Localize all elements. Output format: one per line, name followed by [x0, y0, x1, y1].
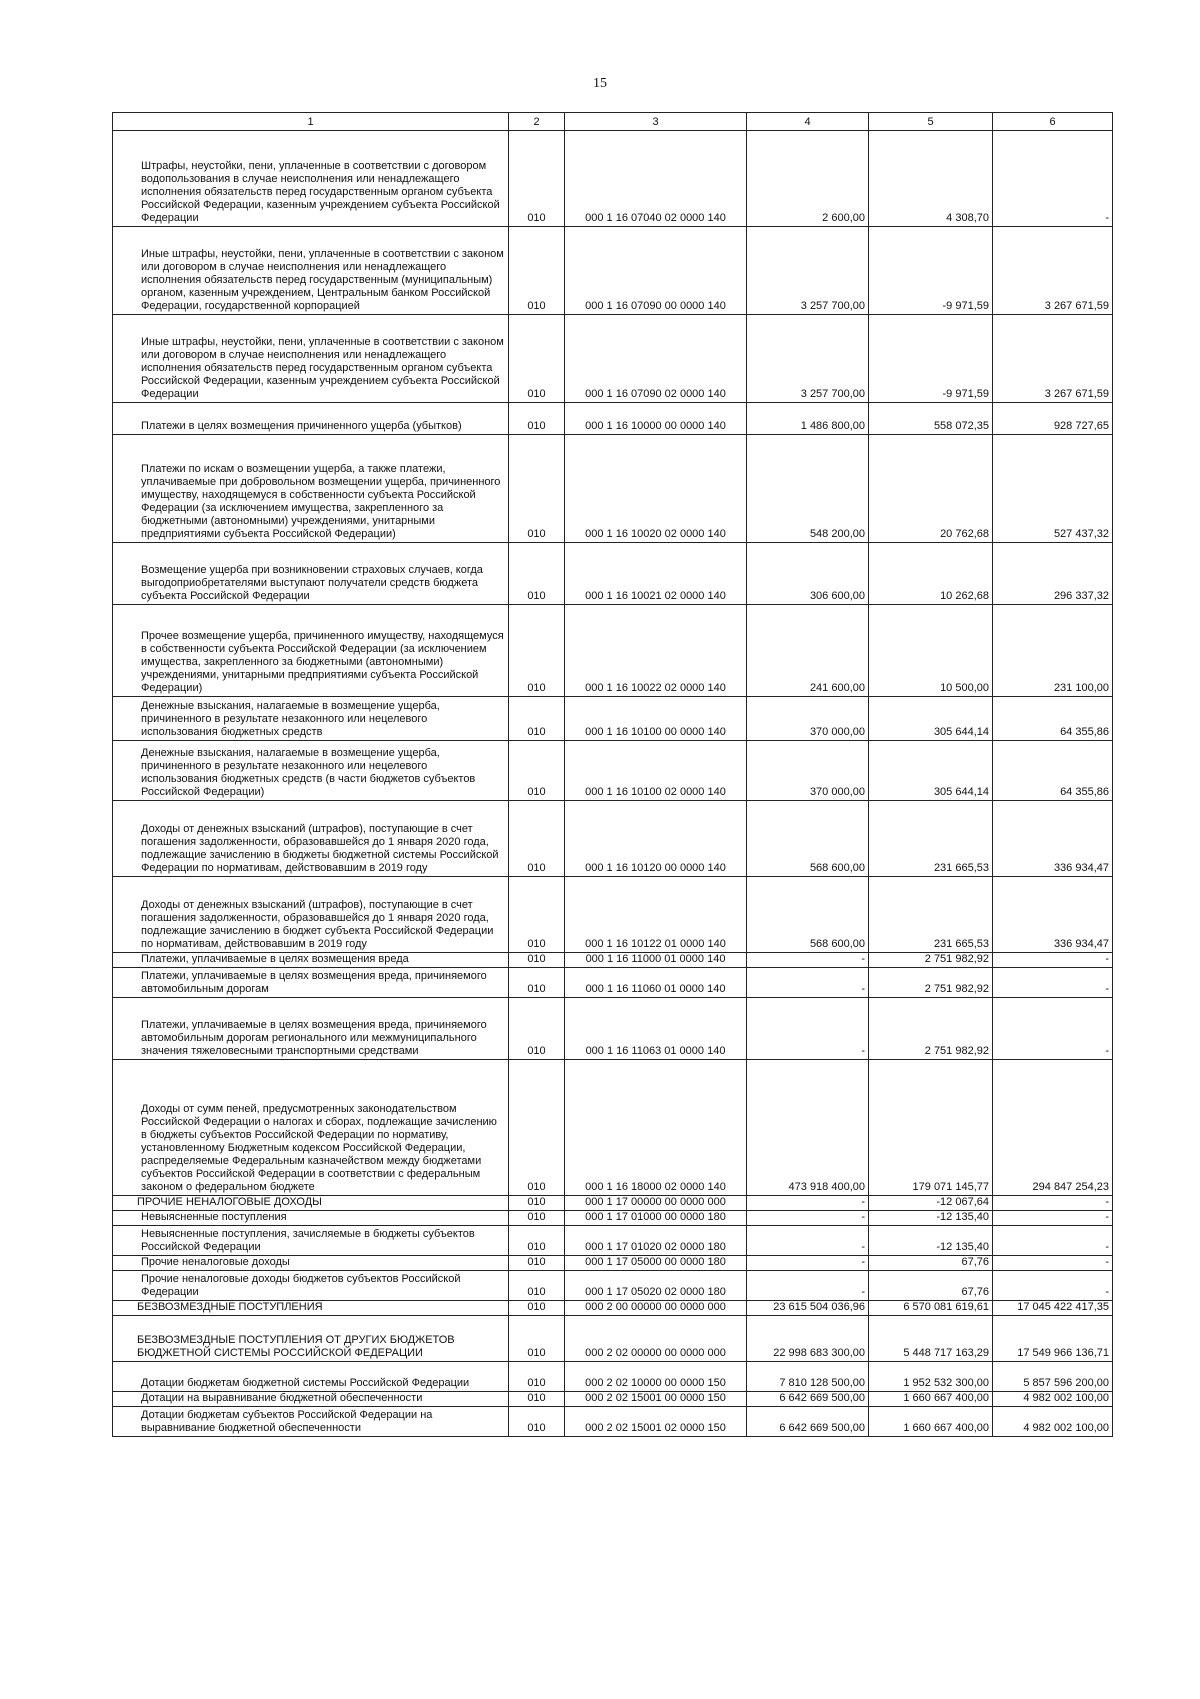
row-description: БЕЗВОЗМЕЗДНЫЕ ПОСТУПЛЕНИЯ	[113, 1301, 509, 1316]
row-line-code: 010	[509, 1226, 565, 1256]
row-value-unexecuted: 336 934,47	[993, 801, 1113, 877]
table-row	[113, 1362, 1113, 1392]
row-value-executed: 20 762,68	[869, 435, 993, 543]
table-row	[113, 697, 1113, 741]
row-budget-code: 000 2 02 10000 00 0000 150	[565, 1362, 747, 1392]
row-value-unexecuted: 296 337,32	[993, 543, 1113, 605]
row-budget-code: 000 1 17 05020 02 0000 180	[565, 1271, 747, 1301]
row-description: ПРОЧИЕ НЕНАЛОГОВЫЕ ДОХОДЫ	[113, 1196, 509, 1211]
row-value-unexecuted: 5 857 596 200,00	[993, 1362, 1113, 1392]
row-value-unexecuted: -	[993, 953, 1113, 968]
row-value-unexecuted: 64 355,86	[993, 697, 1113, 741]
table-row	[113, 801, 1113, 877]
row-line-code: 010	[509, 953, 565, 968]
revenue-table	[112, 112, 1113, 1437]
column-number-row	[113, 113, 1113, 131]
row-value-approved: 548 200,00	[747, 435, 869, 543]
row-description: Иные штрафы, неустойки, пени, уплаченные в соответствии с законом или договором в случае неисполнения или ненадлежащего исполнения обязательств перед государственным органом субъекта Российской Федерации, казенным учреждением субъекта Российской Федерации	[113, 315, 509, 403]
row-line-code: 010	[509, 605, 565, 697]
row-description: Иные штрафы, неустойки, пени, уплаченные в соответствии с законом или договором в случае неисполнения или ненадлежащего исполнения обязательств перед государственным (муниципальным) органом, казенным учреждением, Центральным банком Российской Федерации, государственной корпорацией	[113, 227, 509, 315]
row-value-executed: 5 448 717 163,29	[869, 1316, 993, 1362]
row-description: Доходы от денежных взысканий (штрафов), поступающие в счет погашения задолженности, образовавшейся до 1 января 2020 года, подлежащие зачислению в бюджеты бюджетной системы Российской Федерации по нормативам, действовавшим в 2019 году	[113, 801, 509, 877]
row-line-code: 010	[509, 403, 565, 435]
row-value-approved: 23 615 504 036,96	[747, 1301, 869, 1316]
table-row	[113, 543, 1113, 605]
row-value-executed: 558 072,35	[869, 403, 993, 435]
row-budget-code: 000 2 02 15001 02 0000 150	[565, 1407, 747, 1437]
row-line-code: 010	[509, 543, 565, 605]
column-header-4: 4	[747, 113, 869, 131]
row-description: Прочие неналоговые доходы бюджетов субъектов Российской Федерации	[113, 1271, 509, 1301]
row-line-code: 010	[509, 435, 565, 543]
row-value-approved: 1 486 800,00	[747, 403, 869, 435]
row-budget-code: 000 1 16 11000 01 0000 140	[565, 953, 747, 968]
row-value-unexecuted: 4 982 002 100,00	[993, 1407, 1113, 1437]
row-line-code: 010	[509, 801, 565, 877]
row-description: Штрафы, неустойки, пени, уплаченные в соответствии с договором водопользования в случае неисполнения или ненадлежащего исполнения обязательств перед государственным органом субъекта Российской Федерации, казенным учреждением субъекта Российской Федерации	[113, 131, 509, 227]
row-line-code: 010	[509, 315, 565, 403]
row-value-executed: 305 644,14	[869, 697, 993, 741]
row-description: Дотации на выравнивание бюджетной обеспеченности	[113, 1392, 509, 1407]
row-value-approved: 306 600,00	[747, 543, 869, 605]
row-budget-code: 000 1 16 18000 02 0000 140	[565, 1060, 747, 1196]
row-line-code: 010	[509, 1392, 565, 1407]
column-header-5: 5	[869, 113, 993, 131]
row-line-code: 010	[509, 1271, 565, 1301]
row-value-approved: 3 257 700,00	[747, 315, 869, 403]
row-value-executed: 1 660 667 400,00	[869, 1392, 993, 1407]
row-line-code: 010	[509, 1407, 565, 1437]
table-row	[113, 131, 1113, 227]
row-description: Доходы от денежных взысканий (штрафов), поступающие в счет погашения задолженности, образовавшейся до 1 января 2020 года, подлежащие зачислению в бюджет субъекта Российской Федерации по нормативам, действовавшим в 2019 году	[113, 877, 509, 953]
row-value-executed: -9 971,59	[869, 315, 993, 403]
row-budget-code: 000 2 00 00000 00 0000 000	[565, 1301, 747, 1316]
row-value-unexecuted: 17 045 422 417,35	[993, 1301, 1113, 1316]
row-budget-code: 000 1 16 10100 00 0000 140	[565, 697, 747, 741]
row-value-unexecuted: 231 100,00	[993, 605, 1113, 697]
column-header-2: 2	[509, 113, 565, 131]
row-line-code: 010	[509, 741, 565, 801]
row-value-approved: 241 600,00	[747, 605, 869, 697]
row-line-code: 010	[509, 1196, 565, 1211]
row-value-executed: 1 660 667 400,00	[869, 1407, 993, 1437]
row-value-executed: 67,76	[869, 1271, 993, 1301]
row-budget-code: 000 1 16 07090 00 0000 140	[565, 227, 747, 315]
row-description: БЕЗВОЗМЕЗДНЫЕ ПОСТУПЛЕНИЯ ОТ ДРУГИХ БЮДЖЕТОВ БЮДЖЕТНОЙ СИСТЕМЫ РОССИЙСКОЙ ФЕДЕРАЦИИ	[113, 1316, 509, 1362]
row-budget-code: 000 2 02 15001 00 0000 150	[565, 1392, 747, 1407]
row-line-code: 010	[509, 877, 565, 953]
row-budget-code: 000 2 02 00000 00 0000 000	[565, 1316, 747, 1362]
table-row	[113, 1196, 1113, 1211]
row-line-code: 010	[509, 697, 565, 741]
row-value-approved: 370 000,00	[747, 741, 869, 801]
row-value-executed: 231 665,53	[869, 877, 993, 953]
table-row	[113, 605, 1113, 697]
row-value-unexecuted: 4 982 002 100,00	[993, 1392, 1113, 1407]
table-row	[113, 1316, 1113, 1362]
row-description: Доходы от сумм пеней, предусмотренных законодательством Российской Федерации о налогах и сборах, подлежащие зачислению в бюджеты субъектов Российской Федерации по нормативу, установленному Бюджетным кодексом Российской Федерации, распределяемые Федеральным казначейством между бюджетами субъектов Российской Федерации в соответствии с федеральным законом о федеральном бюджете	[113, 1060, 509, 1196]
row-value-approved: -	[747, 1226, 869, 1256]
row-value-unexecuted: 527 437,32	[993, 435, 1113, 543]
row-value-approved: 473 918 400,00	[747, 1060, 869, 1196]
table-row	[113, 1256, 1113, 1271]
row-value-executed: 1 952 532 300,00	[869, 1362, 993, 1392]
table-row	[113, 1211, 1113, 1226]
row-value-executed: 10 500,00	[869, 605, 993, 697]
row-value-approved: -	[747, 1271, 869, 1301]
table-row	[113, 1226, 1113, 1256]
row-budget-code: 000 1 16 07090 02 0000 140	[565, 315, 747, 403]
row-budget-code: 000 1 16 10122 01 0000 140	[565, 877, 747, 953]
table-row	[113, 968, 1113, 998]
table-row	[113, 1060, 1113, 1196]
row-value-executed: 6 570 081 619,61	[869, 1301, 993, 1316]
row-value-approved: 22 998 683 300,00	[747, 1316, 869, 1362]
row-value-unexecuted: -	[993, 1196, 1113, 1211]
row-description: Платежи, уплачиваемые в целях возмещения вреда	[113, 953, 509, 968]
column-header-3: 3	[565, 113, 747, 131]
row-value-approved: 3 257 700,00	[747, 227, 869, 315]
row-description: Невыясненные поступления	[113, 1211, 509, 1226]
row-description: Денежные взыскания, налагаемые в возмещение ущерба, причиненного в результате незаконного или нецелевого использования бюджетных средств (в части бюджетов субъектов Российской Федерации)	[113, 741, 509, 801]
row-budget-code: 000 1 16 10022 02 0000 140	[565, 605, 747, 697]
row-value-unexecuted: -	[993, 1271, 1113, 1301]
table-row	[113, 953, 1113, 968]
row-value-unexecuted: 64 355,86	[993, 741, 1113, 801]
row-budget-code: 000 1 16 10100 02 0000 140	[565, 741, 747, 801]
row-value-executed: -9 971,59	[869, 227, 993, 315]
column-header-6: 6	[993, 113, 1113, 131]
row-description: Платежи по искам о возмещении ущерба, а также платежи, уплачиваемые при добровольном возмещении ущерба, причиненного имуществу, находящемуся в собственности субъекта Российской Федерации (за исключением имущества, закрепленного за бюджетными (автономными) учреждениями, унитарными предприятиями субъекта Российской Федерации)	[113, 435, 509, 543]
row-description: Возмещение ущерба при возникновении страховых случаев, когда выгодоприобретателями выступают получатели средств бюджета субъекта Российской Федерации	[113, 543, 509, 605]
row-value-executed: 2 751 982,92	[869, 998, 993, 1060]
row-value-approved: 7 810 128 500,00	[747, 1362, 869, 1392]
row-line-code: 010	[509, 1362, 565, 1392]
row-value-approved: -	[747, 998, 869, 1060]
row-value-unexecuted: -	[993, 1226, 1113, 1256]
row-budget-code: 000 1 16 11063 01 0000 140	[565, 998, 747, 1060]
table-row	[113, 403, 1113, 435]
row-value-approved: 6 642 669 500,00	[747, 1407, 869, 1437]
row-value-approved: -	[747, 1211, 869, 1226]
row-value-executed: -12 135,40	[869, 1226, 993, 1256]
table-row	[113, 315, 1113, 403]
row-value-unexecuted: 17 549 966 136,71	[993, 1316, 1113, 1362]
row-value-approved: -	[747, 1196, 869, 1211]
page-number: 15	[593, 76, 607, 91]
row-budget-code: 000 1 16 10000 00 0000 140	[565, 403, 747, 435]
row-value-executed: -12 067,64	[869, 1196, 993, 1211]
row-description: Прочие неналоговые доходы	[113, 1256, 509, 1271]
row-value-approved: -	[747, 968, 869, 998]
row-description: Платежи, уплачиваемые в целях возмещения вреда, причиняемого автомобильным дорогам регионального или межмуниципального значения тяжеловесными транспортными средствами	[113, 998, 509, 1060]
row-line-code: 010	[509, 1211, 565, 1226]
row-value-unexecuted: -	[993, 968, 1113, 998]
row-line-code: 010	[509, 1256, 565, 1271]
row-value-unexecuted: 3 267 671,59	[993, 227, 1113, 315]
row-budget-code: 000 1 16 10020 02 0000 140	[565, 435, 747, 543]
column-header-1: 1	[113, 113, 509, 131]
row-description: Дотации бюджетам субъектов Российской Федерации на выравнивание бюджетной обеспеченности	[113, 1407, 509, 1437]
row-value-executed: 231 665,53	[869, 801, 993, 877]
row-value-unexecuted: -	[993, 1256, 1113, 1271]
row-value-unexecuted: 336 934,47	[993, 877, 1113, 953]
row-value-executed: 2 751 982,92	[869, 953, 993, 968]
row-line-code: 010	[509, 1060, 565, 1196]
row-value-executed: 2 751 982,92	[869, 968, 993, 998]
row-value-executed: 10 262,68	[869, 543, 993, 605]
row-budget-code: 000 1 16 11060 01 0000 140	[565, 968, 747, 998]
row-value-approved: -	[747, 1256, 869, 1271]
row-value-unexecuted: -	[993, 1211, 1113, 1226]
row-description: Платежи в целях возмещения причиненного ущерба (убытков)	[113, 403, 509, 435]
row-line-code: 010	[509, 968, 565, 998]
row-value-executed: 4 308,70	[869, 131, 993, 227]
row-description: Невыясненные поступления, зачисляемые в бюджеты субъектов Российской Федерации	[113, 1226, 509, 1256]
row-value-approved: 568 600,00	[747, 801, 869, 877]
row-description: Денежные взыскания, налагаемые в возмещение ущерба, причиненного в результате незаконного или нецелевого использования бюджетных средств	[113, 697, 509, 741]
row-line-code: 010	[509, 1301, 565, 1316]
row-value-approved: 370 000,00	[747, 697, 869, 741]
row-value-approved: 2 600,00	[747, 131, 869, 227]
row-line-code: 010	[509, 1316, 565, 1362]
table-row	[113, 227, 1113, 315]
row-value-unexecuted: -	[993, 998, 1113, 1060]
row-value-unexecuted: -	[993, 131, 1113, 227]
row-value-approved: 6 642 669 500,00	[747, 1392, 869, 1407]
row-value-unexecuted: 294 847 254,23	[993, 1060, 1113, 1196]
table-row	[113, 1301, 1113, 1316]
table-row	[113, 998, 1113, 1060]
row-value-unexecuted: 3 267 671,59	[993, 315, 1113, 403]
row-value-executed: 305 644,14	[869, 741, 993, 801]
row-budget-code: 000 1 16 07040 02 0000 140	[565, 131, 747, 227]
row-value-unexecuted: 928 727,65	[993, 403, 1113, 435]
row-value-approved: -	[747, 953, 869, 968]
row-budget-code: 000 1 16 10120 00 0000 140	[565, 801, 747, 877]
table-row	[113, 741, 1113, 801]
row-budget-code: 000 1 17 01020 02 0000 180	[565, 1226, 747, 1256]
table-row	[113, 1271, 1113, 1301]
row-budget-code: 000 1 17 01000 00 0000 180	[565, 1211, 747, 1226]
row-line-code: 010	[509, 227, 565, 315]
row-description: Дотации бюджетам бюджетной системы Российской Федерации	[113, 1362, 509, 1392]
table-row	[113, 877, 1113, 953]
table-row	[113, 1407, 1113, 1437]
table-row	[113, 1392, 1113, 1407]
row-line-code: 010	[509, 131, 565, 227]
row-value-executed: 67,76	[869, 1256, 993, 1271]
row-value-executed: -12 135,40	[869, 1211, 993, 1226]
row-budget-code: 000 1 17 05000 00 0000 180	[565, 1256, 747, 1271]
row-line-code: 010	[509, 998, 565, 1060]
row-value-executed: 179 071 145,77	[869, 1060, 993, 1196]
row-description: Прочее возмещение ущерба, причиненного имуществу, находящемуся в собственности субъекта Российской Федерации (за исключением имущества, закрепленного за бюджетными (автономными) учреждениями, унитарными предприятиями субъекта Российской Федерации)	[113, 605, 509, 697]
row-description: Платежи, уплачиваемые в целях возмещения вреда, причиняемого автомобильным дорогам	[113, 968, 509, 998]
row-budget-code: 000 1 17 00000 00 0000 000	[565, 1196, 747, 1211]
table-row	[113, 435, 1113, 543]
row-value-approved: 568 600,00	[747, 877, 869, 953]
row-budget-code: 000 1 16 10021 02 0000 140	[565, 543, 747, 605]
